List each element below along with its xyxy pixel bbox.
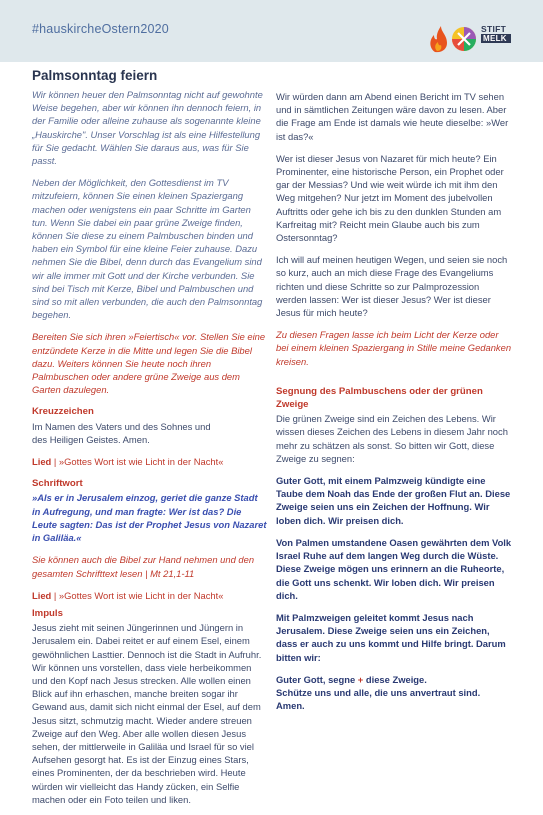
right-column: [276, 90, 512, 712]
lied-line-1: Lied | »Gottes Wort ist wie Licht in der Nacht«: [32, 456, 224, 468]
schriftwort-text: »Als er in Jerusalem einzog, geriet die ganze Stadt in Aufregung, und man fragte: Wer ist das? Die Leute sagten: Das ist der Prophet Jesus von Nazaret in Galiläa.«: [32, 492, 267, 544]
lied-line-2: Lied | »Gottes Wort ist wie Licht in der Nacht«: [32, 589, 224, 601]
stift-melk-logo: STIFT MELK: [481, 25, 511, 43]
right-paragraph-3: Ich will auf meinen heutigen Wegen, und seien sie noch so kurz, auch an mich diese Frage des Evangeliums richten und diese Schritte so zur Palmprozession werden lassen: Wer ist dieser Jesus? Wer ist dieser Jesus für mich heute?: [276, 254, 508, 319]
prayer-2: Von Palmen umstandene Oasen gewährten dem Volk Israel Ruhe auf dem langen Weg durch die Wüste. Diese Zweige mögen uns erinnern an die Ruheorte, die Gott uns schenkt. Wir loben dich. Wir preisen dich.: [276, 536, 512, 601]
intro-paragraph-1: Wir können heuer den Palmsonntag nicht auf gewohnte Weise begehen, aber wir können ihn dennoch feiern, in der Familie oder alleine zuhause als sogenannte kleine „Hauskirche". Unser Vorschlag ist als eine Hilfestellung für Sie gedacht. Wählen Sie daraus aus, was für Sie passt.: [32, 89, 263, 167]
page-title: Palmsonntag feiern: [32, 68, 158, 83]
kreuzzeichen-heading: Kreuzzeichen: [32, 406, 94, 418]
right-paragraph-4: Zu diesen Fragen lasse ich beim Licht der Kerze oder bei einem kleinen Spaziergang in Stille meine Gedanken kreisen.: [276, 329, 512, 367]
segnung-text: Die grünen Zweige sind ein Zeichen des Lebens. Wir wissen dieses Zeichen des Lebens in diesem Jahr noch mehr zu schätzen als sonst. So bitten wir Gott, diese Zweige zu segnen:: [276, 413, 508, 464]
cross-sign: +: [357, 673, 364, 685]
intro-paragraph-2: Neben der Möglichkeit, den Gottesdienst im TV mitzufeiern, können Sie einen kleinen Spaziergang machen oder wenigstens ein paar Schritte im Garten tun. Wenn Sie dabei ein paar grüne Zweige finden, können Sie diese zu einem Palmbuschen binden und haben ein Symbol für eine kleine Feier zuhause. Dazu nehmen Sie die Bibel, denn durch das Evangelium sind wir alle immer mit Gott und der Kirche verbunden. Sie sind bei Tisch mit Kerze, Bibel und Palmbuschen und sind so mit allen verbunden, die auch den Palmsonntag begehen.: [32, 177, 263, 321]
impuls-text: Jesus zieht mit seinen Jüngerinnen und Jüngern in Jerusalem ein. Dabei reitet er auf einem Esel, einem gewöhnlichen Lasttier. Dennoch ist die Stadt in Aufruhr. Wir können uns vorstellen, dass viele herbeikommen und den Kopf nach Jesus strecken. Alle wollen einen Blick auf ihn erhaschen, manche breiten sogar ihr Gewand aus, damit sich nicht einmal der Esel, auf dem Jesus sitzt, schmutzig macht. Wieder andere streuen Zweige auf den Weg. Aber alle wollen diesen Jesus sehen, der mittlerweile in Galiläa und Israel für so viel Aufsehen gesorgt hat. Es ist der Einzug eines Stars, eines Prominenten, der da beschrieben wird. Heute würden wir vielleicht das Handy zücken, ein Selfie machen oder ein Foto teilen und liken.: [32, 622, 262, 805]
prayer-4: Guter Gott, segne + diese Zweige. Schütze uns und alle, die uns anvertraut sind. Amen.: [276, 673, 481, 712]
right-paragraph-2: Wer ist dieser Jesus von Nazaret für mich heute? Ein Prominenter, eine historische Person, ein Prophet oder gar der Messias? Und wie weit würde ich mit ihm den Weg mitgehen? Nur jetzt im Moment des jubelvollen Auftritts oder gehe ich bis zu den dunklen Stunden am Karfreitag mit? Reicht mein Glaube auch bis zum Ostersonntag?: [276, 152, 504, 244]
left-column: [32, 88, 268, 815]
kreuzzeichen-line-1: Im Namen des Vaters und des Sohnes und: [32, 420, 211, 432]
intro-paragraph-3: Bereiten Sie sich ihren »Feiertisch« vor. Stellen Sie eine entzündete Kerze in die Mitte und legen Sie die Bibel dazu. Weiters können Sie heute noch ihren Palmbuschen oder andere grüne Zweige aus dem Garten dazulegen.: [32, 331, 266, 396]
segnung-heading: Segnung des Palmbuschens oder der grünen Zweige: [276, 385, 483, 411]
impuls-heading: Impuls: [32, 607, 63, 619]
right-paragraph-1: Wir würden dann am Abend einen Bericht im TV sehen und in sämtlichen Zeitungen wäre davon zu lesen. Aber die Frage am Ende ist damals wie heute dieselbe: »Wer ist das?«: [276, 91, 509, 142]
prayer-3: Mit Palmzweigen geleitet kommt Jesus nach Jerusalem. Diese Zweige seien uns ein Zeichen, dass er auch zu uns kommt und Hilfe bringt. Darum bitten wir:: [276, 611, 506, 663]
page-header: [0, 0, 543, 62]
hashtag: #hauskircheOstern2020: [32, 22, 169, 36]
schriftwort-note: Sie können auch die Bibel zur Hand nehmen und den gesamten Schrifttext lesen | Mt 21,1-11: [32, 554, 255, 579]
kreuzzeichen-line-2: des Heiligen Geistes. Amen.: [32, 433, 150, 445]
hauskirche-logo-icon: [427, 24, 479, 54]
prayer-1: Guter Gott, mit einem Palmzweig kündigte eine Taube dem Noah das Ende der großen Flut an. Diese Zweige seien uns ein Zeichen der Hoffnung. Wir loben dich. Wir preisen dich.: [276, 475, 511, 526]
schriftwort-heading: Schriftwort: [32, 478, 83, 490]
